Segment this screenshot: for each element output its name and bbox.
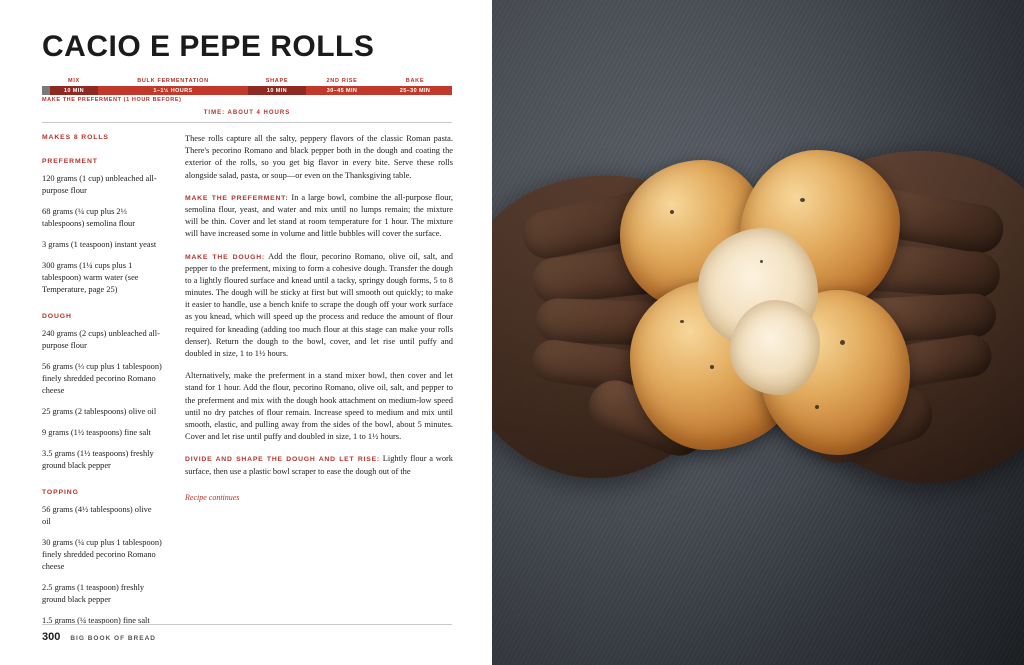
ingredient-item: 9 grams (1½ teaspoons) fine salt bbox=[42, 427, 151, 437]
ingredient-item: 56 grams (4½ tablespoons) olive oil bbox=[42, 505, 152, 527]
timeline-preferment-note: MAKE THE PREFERMENT (1 HOUR BEFORE) bbox=[42, 97, 182, 103]
timeline-label-mix: MIX bbox=[68, 78, 80, 84]
timeline-seg-bulk: 1–1½ HOURS bbox=[98, 86, 248, 95]
recipe-yield: MAKES 8 ROLLS bbox=[42, 134, 109, 141]
method-step bbox=[185, 370, 453, 443]
timeline-labels bbox=[42, 78, 452, 84]
timeline-seg-2nd-rise: 30–45 MIN bbox=[306, 86, 378, 95]
timeline bbox=[42, 78, 452, 123]
ingredient-heading-dough: DOUGH bbox=[42, 312, 72, 320]
step-text: Alternatively, make the preferment in a stand mixer bowl, then cover and let stand for 1 hour. Add the flour, pecorino Romano, olive oil, salt, and pepper to the preferment and mix with the dough hook attachment on medium-low speed until no dry patches of flour remain. Increase speed to medium and mix until smooth, elastic, and pulling away from the sides of the bowl, about 5 minutes. Cover and let rise until puffy and doubled in size, 1 to 1½ hours. bbox=[185, 371, 453, 442]
timeline-label-bulk: BULK FERMENTATION bbox=[137, 78, 209, 84]
step-text: In a large bowl, combine the all-purpose flour, semolina flour, yeast, and water and mix until no lumps remain; the mixture will be thin. Cover and let stand at room temperature for 1 hour. The mixture will have increased some in volume and little bubbles will cover the surface. bbox=[185, 192, 454, 239]
timeline-seg-bake: 25–30 MIN bbox=[378, 86, 452, 95]
ingredient-item: 300 grams (1¼ cups plus 1 tablespoon) warm water (see Temperature, page 25) bbox=[42, 260, 139, 294]
method-step bbox=[185, 192, 453, 241]
method-column bbox=[185, 133, 453, 503]
ingredient-item: 240 grams (2 cups) unbleached all-purpose flour bbox=[42, 329, 160, 351]
timeline-bar bbox=[42, 86, 452, 95]
page-footer bbox=[42, 624, 452, 643]
timeline-label-2nd-rise: 2ND RISE bbox=[326, 78, 358, 84]
folio-page-number: 300 bbox=[42, 631, 61, 643]
ingredient-item: 120 grams (1 cup) unbleached all-purpose flour bbox=[42, 174, 157, 196]
timeline-label-bake: BAKE bbox=[405, 78, 425, 84]
ingredient-item: 3.5 grams (1½ teaspoons) freshly ground black pepper bbox=[42, 448, 154, 470]
left-page bbox=[0, 0, 492, 665]
timeline-total-time: TIME: ABOUT 4 HOURS bbox=[42, 110, 452, 123]
step-run-in-heading: MAKE THE DOUGH: bbox=[185, 253, 265, 261]
running-head-book-title: BIG BOOK OF BREAD bbox=[70, 635, 156, 642]
intro-paragraph: These rolls capture all the salty, peppery flavors of the classic Roman pasta. There's pecorino Romano and black pepper both in the dough and coating the exterior of the rolls, so you get big flavor in every bite. Serve these rolls alongside salad, pasta, or soup—or even on the Thanksgiving table. bbox=[185, 134, 453, 180]
timeline-seg-mix: 10 MIN bbox=[50, 86, 98, 95]
photo-vignette bbox=[492, 0, 1024, 665]
ingredient-item: 68 grams (¼ cup plus 2⅓ tablespoons) semolina flour bbox=[42, 207, 136, 229]
ingredient-heading-preferment: PREFERMENT bbox=[42, 157, 98, 165]
timeline-seg-shape: 10 MIN bbox=[248, 86, 306, 95]
timeline-label-shape: SHAPE bbox=[265, 78, 289, 84]
recipe-continues-note: Recipe continues bbox=[185, 492, 240, 502]
timeline-seg-preferment bbox=[42, 86, 50, 95]
step-run-in-heading: DIVIDE AND SHAPE THE DOUGH AND LET RISE: bbox=[185, 456, 380, 464]
ingredient-item: 56 grams (⅓ cup plus 1 tablespoon) finely shredded pecorino Romano cheese bbox=[42, 362, 162, 395]
step-text: Add the flour, pecorino Romano, olive oil, salt, and pepper to the preferment, mixing to form a cohesive dough. Transfer the dough to a lightly floured surface and knead until a tacky, springy dough forms, 5 to 8 minutes. The dough will be sticky at first but will smooth out quickly; to make it easier to handle, use a bench knife to scrape the dough off your work surface as you knead, which will speed up the process and reduce the amount of flour required for kneading (adding too much flour at this stage can make your rolls denser). Return the dough to the bowl, cover, and let rise until puffy and doubled in size, 1 to 1½ hours. bbox=[185, 251, 453, 358]
ingredient-item: 2.5 grams (1 teaspoon) freshly ground black pepper bbox=[42, 582, 145, 604]
step-run-in-heading: MAKE THE PREFERMENT: bbox=[185, 194, 289, 202]
ingredient-item: 30 grams (¼ cup plus 1 tablespoon) finely shredded pecorino Romano cheese bbox=[42, 538, 162, 571]
step-text: Lightly flour a work surface, then use a plastic bowl scraper to ease the dough out of the bbox=[185, 454, 453, 476]
ingredients-column bbox=[42, 133, 162, 636]
method-step bbox=[185, 251, 453, 361]
recipe-photo bbox=[492, 0, 1024, 665]
ingredient-item: 25 grams (2 tablespoons) olive oil bbox=[42, 406, 157, 416]
ingredient-item: 3 grams (1 teaspoon) instant yeast bbox=[42, 239, 157, 249]
page-title: CACIO E PEPE ROLLS bbox=[42, 30, 375, 63]
method-step bbox=[185, 453, 453, 477]
ingredient-heading-topping: TOPPING bbox=[42, 488, 79, 496]
ingredient-item: 1.5 grams (¼ teaspoon) fine salt bbox=[42, 615, 150, 625]
